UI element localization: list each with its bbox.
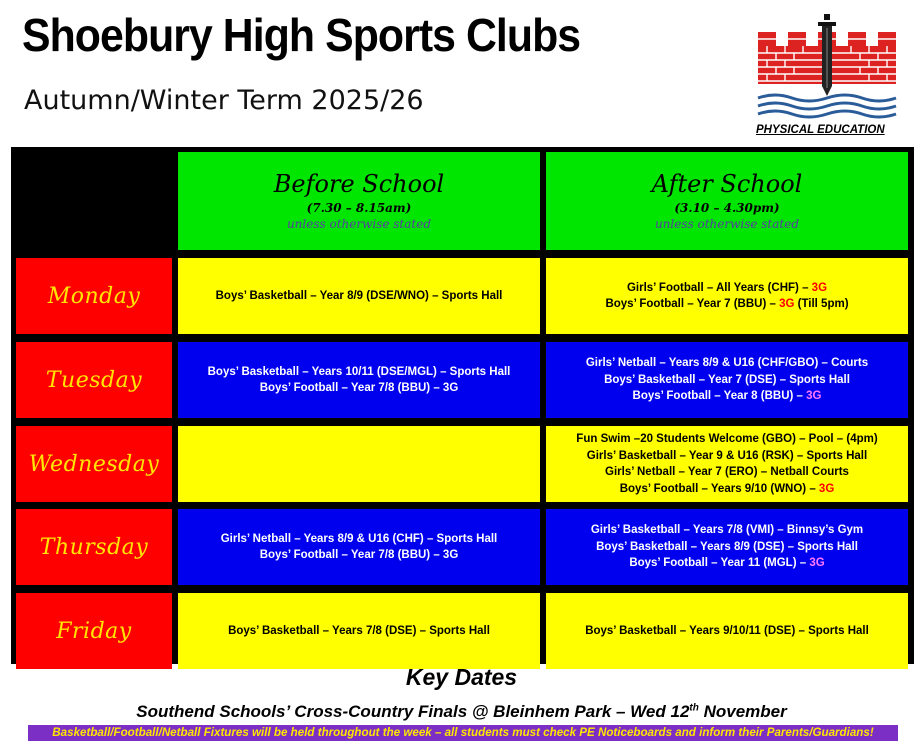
club-entry-text: Boys’ Basketball – Years 8/9 (DSE) – Sports Hall xyxy=(596,540,858,553)
day-cell-tuesday xyxy=(16,342,172,418)
club-entry-text: Boys’ Basketball – Year 8/9 (DSE/WNO) – Sports Hall xyxy=(215,289,503,302)
club-entry-text: Boys’ Basketball – Years 9/10/11 (DSE) – Sports Hall xyxy=(585,624,869,637)
club-entry xyxy=(605,296,848,313)
club-entry-text: Girls’ Netball – Years 8/9 & U16 (CHF) – Sports Hall xyxy=(220,532,498,545)
day-label: Monday xyxy=(47,283,141,309)
club-entry-text: Girls’ Basketball – Years 7/8 (VMI) – Binnsy’s Gym xyxy=(590,524,864,537)
club-entry-text: Boys’ Football – Year 7/8 (BBU) – 3G xyxy=(259,549,459,561)
venue-tag: 3G xyxy=(818,482,835,495)
fixtures-banner: Basketball/Football/Netball Fixtures will be held throughout the week – all students must check PE Noticeboards and inform their Parents/Guardians! xyxy=(28,725,898,741)
club-entry xyxy=(596,539,858,556)
before-school-time: (7.30 – 8.15am) xyxy=(306,201,412,216)
club-entry-text: Girls’ Netball – Years 8/9 & U16 (CHF/GBO) – Courts xyxy=(585,357,869,370)
day-label: Thursday xyxy=(39,534,149,560)
before-school-cell-friday xyxy=(178,593,540,669)
club-entry xyxy=(605,464,849,481)
club-entry xyxy=(604,372,850,389)
key-date-event-sup: th xyxy=(689,702,699,714)
key-date-event xyxy=(0,702,923,722)
club-entry xyxy=(221,531,498,548)
before-school-note: unless otherwise stated xyxy=(286,217,432,232)
after-school-header xyxy=(546,152,908,250)
before-school-cell-wednesday xyxy=(178,426,540,502)
club-entry xyxy=(260,547,459,564)
school-crest-logo xyxy=(752,12,902,140)
club-entry-text: Girls’ Football – All Years (CHF) – xyxy=(626,281,812,294)
club-entry-text: Fun Swim –20 Students Welcome (GBO) – Pool – (4pm) xyxy=(576,433,878,445)
key-dates-title: Key Dates xyxy=(405,664,518,690)
corner-cell xyxy=(16,152,172,250)
day-label: Wednesday xyxy=(28,451,160,477)
club-entry-text: Girls’ Netball – Year 7 (ERO) – Netball Courts xyxy=(605,466,849,478)
club-entry-text: Boys’ Basketball – Year 7 (DSE) – Sports Hall xyxy=(604,373,850,386)
page-title: Shoebury High Sports Clubs xyxy=(22,9,581,61)
club-entry-text: Boys’ Football – Year 11 (MGL) – xyxy=(629,557,810,570)
club-entry xyxy=(585,623,869,640)
after-school-time: (3.10 – 4.30pm) xyxy=(674,201,780,216)
club-entry-text: Boys’ Basketball – Years 7/8 (DSE) – Sports Hall xyxy=(228,624,490,637)
club-entry-suffix: (Till 5pm) xyxy=(794,298,849,310)
club-entry xyxy=(587,448,867,465)
after-school-cell-tuesday xyxy=(546,342,908,418)
before-school-cell-monday xyxy=(178,258,540,334)
club-entry xyxy=(216,288,503,305)
after-school-cell-wednesday xyxy=(546,426,908,502)
venue-tag: 3G xyxy=(809,557,825,570)
club-entry-text: Boys’ Football – Year 7 (BBU) – xyxy=(605,298,780,310)
key-date-event-text: Southend Schools’ Cross-Country Finals @ Bleinhem Park – Wed 12 xyxy=(136,702,690,721)
day-label: Friday xyxy=(56,618,132,644)
after-school-cell-thursday xyxy=(546,509,908,585)
club-entry-text: Boys’ Football – Year 7/8 (BBU) – 3G xyxy=(259,382,459,394)
venue-tag: 3G xyxy=(811,281,828,294)
after-school-cell-monday xyxy=(546,258,908,334)
club-entry xyxy=(591,522,863,539)
venue-tag: 3G xyxy=(806,390,822,403)
club-entry xyxy=(586,355,868,372)
waves-icon xyxy=(758,95,896,117)
day-cell-wednesday xyxy=(16,426,172,502)
club-entry-text: Boys’ Basketball – Years 10/11 (DSE/MGL) – Sports Hall xyxy=(207,365,511,378)
club-entry xyxy=(629,555,824,572)
club-entry-text: Boys’ Football – Year 8 (BBU) – xyxy=(632,390,807,403)
day-cell-friday xyxy=(16,593,172,669)
club-entry xyxy=(208,364,511,381)
club-entry xyxy=(260,380,459,397)
page-subtitle: Autumn/Winter Term 2025/26 xyxy=(24,85,424,116)
after-school-note: unless otherwise stated xyxy=(654,217,800,232)
before-school-cell-thursday xyxy=(178,509,540,585)
club-entry xyxy=(576,431,877,448)
after-school-cell-friday xyxy=(546,593,908,669)
before-school-title: Before School xyxy=(273,169,445,198)
logo-caption: PHYSICAL EDUCATION xyxy=(756,124,885,136)
key-date-event-suffix: November xyxy=(698,702,787,721)
venue-tag: 3G xyxy=(779,298,795,310)
club-entry-text: Boys’ Football – Years 9/10 (WNO) – xyxy=(619,482,819,495)
club-entry-text: Girls’ Basketball – Year 9 & U16 (RSK) – Sports Hall xyxy=(586,449,868,462)
after-school-title: After School xyxy=(651,169,803,198)
club-entry xyxy=(627,280,827,297)
before-school-header xyxy=(178,152,540,250)
day-cell-thursday xyxy=(16,509,172,585)
club-entry xyxy=(620,481,835,498)
day-cell-monday xyxy=(16,258,172,334)
before-school-cell-tuesday xyxy=(178,342,540,418)
day-label: Tuesday xyxy=(45,367,143,393)
club-entry xyxy=(633,388,822,405)
club-entry xyxy=(228,623,490,640)
